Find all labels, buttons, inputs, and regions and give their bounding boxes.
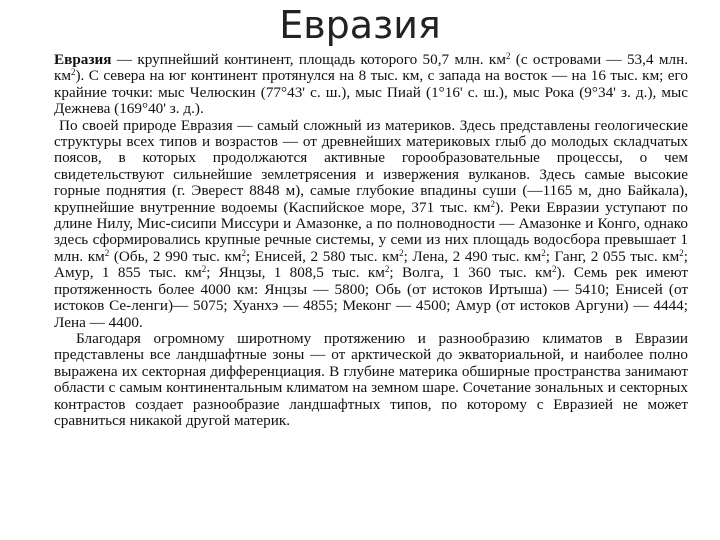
superscript: 2 (384, 264, 390, 275)
text-run: ). Реки Евразии уступают по длине Нилу, Мис-сисипи Миссури и Амазонке, а по полноводности — Амазонке и Конго, однако здесь сформировались крупные речные системы, у семи из них площадь водосбора превышает 1 млн. км (54, 198, 688, 265)
superscript: 2 (505, 51, 511, 61)
paragraph-intro (54, 52, 688, 118)
text-run: По своей природе Евразия — самый сложный из материков. Здесь представлены геологические структуры всех типов и возрастов — от древнейших материковых глыб до молодых складчатых поясов, в которых продолжаются активные горообразовательные процессы, о чем свидетельствуют сильнейшие землетрясения и извержения вулканов. Здесь самые высокие горные поднятия (г. Эверест 8848 м), самые глубокие впадины суши (—1165 м, дно Байкала), крупнейшие внутренние водоемы (Каспийское море, 371 тыс. км (54, 116, 688, 216)
lead-term: Евразия (54, 51, 112, 68)
text-run: ; Амур, 1 855 тыс. км (54, 247, 688, 282)
superscript: 2 (104, 247, 110, 258)
superscript: 2 (201, 264, 207, 275)
superscript: 2 (552, 264, 557, 275)
text-run: ). С севера на юг континент протянулся на 8 тыс. км, с запада на восток — на 16 тыс. км; его крайние точки: мыс Челюскин (77°43' с. ш.), мыс Пиай (1°16' с. ш.), мыс Рока (9°34' з. д.), мыс Дежнева (169°40' з. д.). (54, 67, 688, 118)
superscript: 2 (541, 247, 546, 258)
paragraph-landscapes: Благодаря огромному широтному протяжению и разнообразию климатов в Евразии представлены все ландшафтные зоны — от арктической до экваториальной, и наиболее полно выражена их секторная дифференциация. В глубине материка обширные пространства занимают области с самым континентальным климатом на земном шаре. Сочетание зональных и секторных контрастов создает разнообразие ландшафтных типов, по которому с Евразией не может сравниться никакой другой материк. (54, 329, 688, 429)
text-run: — крупнейший континент, площадь которого 50,7 млн. км (111, 51, 506, 68)
text-run: (с островами — 53,4 млн. км (54, 51, 688, 85)
body-text (54, 52, 688, 429)
text-run: ). Семь рек имеют протяженность более 4000 км: Янцзы — 5800; Обь (от истоков Иртыша) — 5410; Енисей (от истоков Се-ленги)— 5075; Хуанхэ — 4855; Меконг — 4500; Амур (от истоков Аргуни) — 4444; Лена — 4400. (54, 264, 688, 331)
superscript: 2 (679, 247, 684, 258)
text-run: ; Ганг, 2 055 тыс. км (545, 247, 680, 265)
superscript: 2 (241, 247, 246, 258)
superscript: 2 (490, 198, 495, 209)
text-run: (Обь, 2 990 тыс. км (109, 247, 242, 265)
text-run: ; Енисей, 2 580 тыс. км (245, 247, 400, 265)
page-title: Евразия (279, 3, 441, 47)
text-run: ; Лена, 2 490 тыс. км (403, 247, 542, 265)
text-run: ; Янцзы, 1 808,5 тыс. км (206, 264, 385, 282)
superscript: 2 (399, 247, 404, 258)
paragraph-nature (54, 118, 688, 331)
superscript: 2 (71, 67, 76, 78)
text-run: ; Волга, 1 360 тыс. км (389, 264, 552, 282)
